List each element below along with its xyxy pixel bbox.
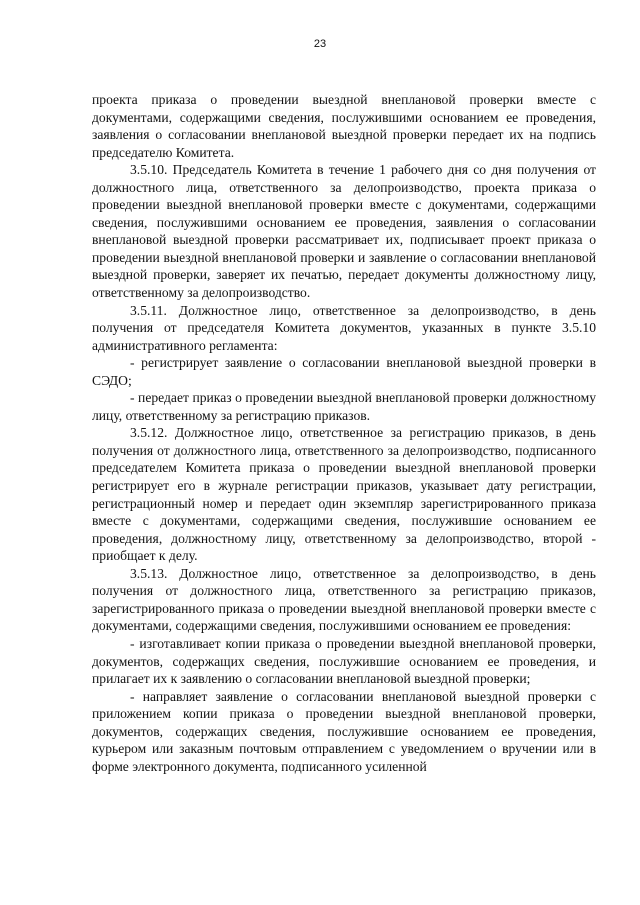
paragraph: проекта приказа о проведении выездной внеплановой проверки вместе с документами, содержащими сведения, послужившими основанием ее проведения, заявления о согласовании внеплановой выездной проверки передает их на подпись председателю Комитета. [92,92,596,160]
list-item: - изготавливает копии приказа о проведении выездной внеплановой проверки, документов, содержащих сведения, послужившие основанием ее проведения, и прилагает их к заявлению о согласовании внеплановой выездной проверки; [92,635,596,687]
paragraph: 3.5.11. Должностное лицо, ответственное за делопроизводство, в день получения от председателя Комитета документов, указанных в пункте 3.5.10 административного регламента: [92,302,596,353]
list-item: - направляет заявление о согласовании внеплановой выездной проверки с приложением копии приказа о проведении выездной внеплановой проверки, документов, содержащих сведения, послужившие основанием ее проведения, курьером или заказным почтовым отправлением с уведомлением о вручении или в форме электронного документа, подписанного усиленной [92,688,596,774]
list-item: - передает приказ о проведении выездной внеплановой проверки должностному лицу, ответственному за регистрацию приказов. [92,390,596,423]
paragraph: 3.5.12. Должностное лицо, ответственное за регистрацию приказов, в день получения от должностного лица, ответственного за делопроизводство, подписанного председателем Комитета приказа о проведении выездной внеплановой проверки регистрирует его в журнале регистрации приказов, указывает дату регистрации, регистрационный номер и передает один экземпляр зарегистрированного приказа вместе с документами, содержащими сведения, послужившие основанием ее проведения, должностному лицу, ответственному за делопроизводство, второй - приобщает к делу. [92,425,596,564]
paragraph: 3.5.13. Должностное лицо, ответственное за делопроизводство, в день получения от должностного лица, ответственного за регистрацию приказов, зарегистрированного приказа о проведении выездной внеплановой проверки вместе с документами, содержащими сведения, послужившими основанием ее проведения: [92,565,596,634]
page-number: 23 [313,38,327,50]
paragraph: 3.5.10. Председатель Комитета в течение 1 рабочего дня со дня получения от должностного лица, ответственного за делопроизводство, проекта приказа о проведении выездной внеплановой проверки вместе с документами, содержащими сведения, послужившими основанием ее проведения, заявления о согласовании внеплановой выездной проверки рассматривает их, подписывает проект приказа о проведении выездной внеплановой проверки и заявление о согласовании внеплановой выездной проверки, заверяет их печатью, передает документы должностному лицу, ответственному за делопроизводство. [92,162,596,301]
document-body [92,91,596,775]
list-item: - регистрирует заявление о согласовании внеплановой выездной проверки в СЭДО; [92,355,596,388]
